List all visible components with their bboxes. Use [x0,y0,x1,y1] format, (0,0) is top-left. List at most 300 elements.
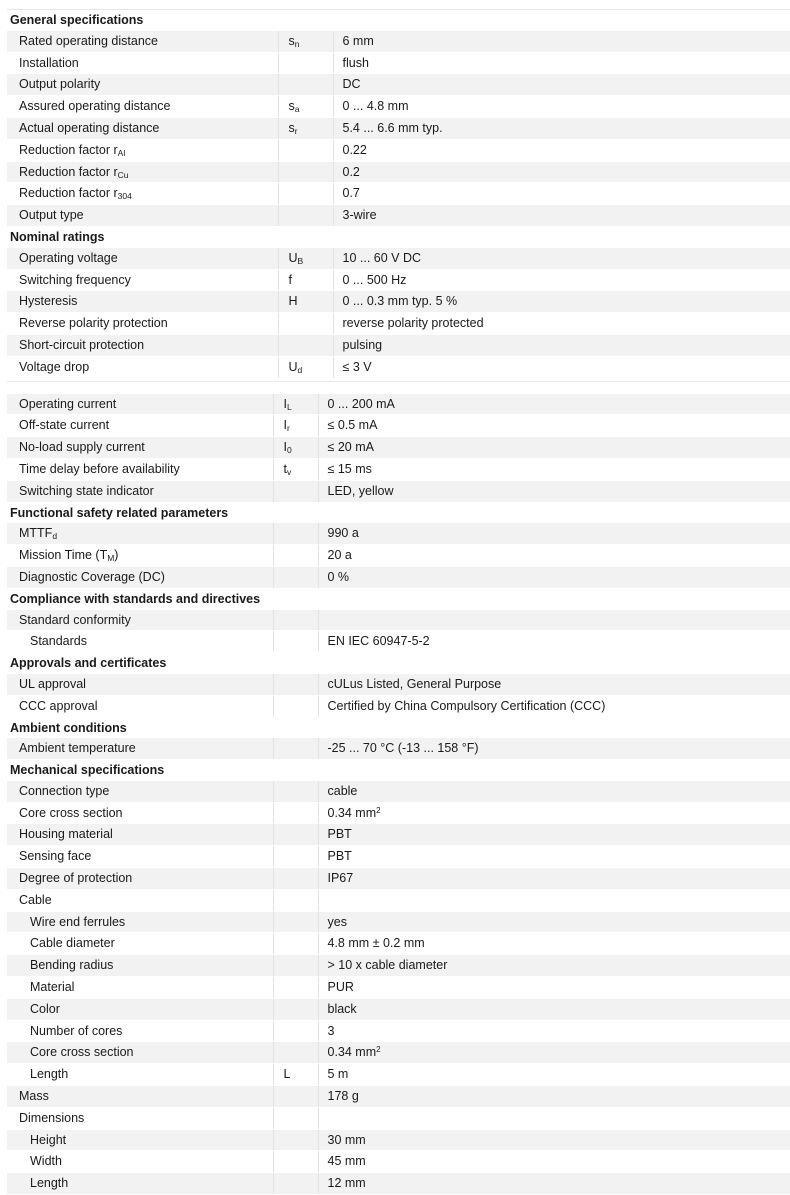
parameter-symbol [273,1129,318,1151]
parameter-name [7,889,273,911]
cell-text: 0.22 [342,142,367,157]
parameter-name [7,998,273,1020]
cell-text: PUR [327,980,354,995]
cell-text: 0.2 [342,164,360,179]
parameter-value [333,334,790,356]
parameter-value [318,998,790,1020]
cell-superscript: 2 [376,1045,381,1055]
cell-text: PBT [327,849,352,864]
parameter-symbol [273,545,318,567]
parameter-name [7,781,273,802]
spec-row-standards [7,631,790,653]
cell-text: Off-state current [19,418,110,433]
parameter-symbol [273,1042,318,1064]
parameter-name [7,523,273,544]
parameter-value [318,415,790,437]
parameter-value [318,889,790,911]
cell-text: 0 ... 500 Hz [342,272,407,287]
parameter-symbol [273,824,318,846]
cell-text: 0 ... 0.3 mm typ. 5 % [342,294,458,309]
spec-row-standard-conformity [7,610,790,631]
parameter-symbol [273,1064,318,1086]
cell-text: Voltage drop [19,359,90,374]
cell-text: H [288,294,298,309]
cell-text: Color [30,1001,60,1016]
parameter-symbol [273,1173,318,1195]
cell-subscript: n [294,38,300,49]
parameter-name [7,1086,273,1108]
cell-text: 45 mm [327,1154,366,1169]
cell-text: Core cross section [19,805,123,820]
cell-text: UL approval [19,676,86,691]
parameter-symbol [278,31,333,52]
spec-row-hysteresis [7,291,790,313]
cell-text: Installation [19,55,79,70]
cell-subscript: r [286,423,290,434]
parameter-value [318,566,790,588]
cell-text: Ambient temperature [19,741,136,756]
parameter-name [7,846,273,868]
spec-row-short-circuit-protection [7,334,790,356]
cell-text: Output type [19,208,84,223]
parameter-name [7,205,278,227]
cell-text: Bending radius [30,958,114,973]
spec-row-material [7,977,790,999]
parameter-value [318,955,790,977]
cell-text: Cable [19,892,52,907]
parameter-symbol [273,610,318,631]
parameter-name [7,1064,273,1086]
cell-text: Number of cores [30,1023,123,1038]
cell-text: L [283,1067,291,1082]
cell-text: CCC approval [19,698,98,713]
cell-text: Material [30,980,75,995]
cell-text: Mass [19,1089,49,1104]
cell-text: EN IEC 60947-5-2 [327,634,430,649]
parameter-value [318,1173,790,1195]
parameter-name [7,313,278,335]
cell-text: Operating voltage [19,250,118,265]
parameter-name [7,738,273,759]
parameter-symbol [273,415,318,437]
spec-row-diagnostic-coverage-dc [7,566,790,588]
parameter-name [7,1107,273,1129]
spec-row-mission-time-t [7,545,790,567]
spec-row-ul-approval [7,674,790,695]
spec-row-length [7,1064,790,1086]
parameter-value [333,117,790,139]
parameter-name [7,1151,273,1173]
parameter-symbol [273,868,318,890]
parameter-symbol [273,394,318,415]
spec-row-assured-operating-distance [7,96,790,118]
cell-text: ≤ 20 mA [327,440,374,455]
parameter-value [318,1151,790,1173]
parameter-value [333,31,790,52]
cell-text: ≤ 0.5 mA [327,418,378,433]
cell-text: Core cross section [30,1045,134,1060]
section-title: Nominal ratings [7,226,790,247]
cell-text: Switching frequency [19,272,131,287]
parameter-name [7,911,273,933]
parameter-symbol [278,117,333,139]
cell-text: Length [30,1176,69,1191]
spec-row-mttf [7,523,790,544]
section-header-nominal-ratings [7,226,790,247]
parameter-name [7,415,273,437]
parameter-name [7,695,273,717]
parameter-value [318,781,790,802]
cell-text: I [283,396,287,411]
cell-text: IP67 [327,871,354,886]
spec-row-cable-diameter [7,933,790,955]
spec-row-degree-of-protection [7,868,790,890]
cell-text: Switching state indicator [19,483,154,498]
parameter-name [7,955,273,977]
cell-text: Cable diameter [30,936,115,951]
cell-text: Time delay before availability [19,461,180,476]
cell-text: Diagnostic Coverage (DC) [19,569,165,584]
section-header-compliance-with-standards-and-directives [7,588,790,609]
parameter-value [318,1020,790,1042]
cell-text: Assured operating distance [19,99,171,114]
cell-text: cULus Listed, General Purpose [327,676,502,691]
parameter-name [7,31,278,52]
parameter-symbol [278,313,333,335]
spec-row-reduction-factor-r [7,161,790,183]
parameter-name [7,334,278,356]
cell-text: No-load supply current [19,440,145,455]
parameter-value [333,313,790,335]
parameter-symbol [278,139,333,161]
parameter-value [333,269,790,291]
parameter-value [333,205,790,227]
cell-text: Actual operating distance [19,120,160,135]
spec-row-voltage-drop [7,356,790,378]
parameter-symbol [273,955,318,977]
parameter-value [333,248,790,269]
cell-text: PBT [327,827,352,842]
cell-text: Length [30,1067,69,1082]
cell-superscript: 2 [376,805,381,815]
parameter-name [7,161,278,183]
parameter-name [7,824,273,846]
cell-text: f [288,272,292,287]
cell-text: Mission Time (T [19,548,108,563]
parameter-symbol [273,889,318,911]
parameter-symbol [278,269,333,291]
spec-row-switching-frequency [7,269,790,291]
section-title: General specifications [7,10,790,31]
cell-text: 0 % [327,569,350,584]
cell-text: 3 [327,1023,335,1038]
parameter-name [7,566,273,588]
datasheet [7,9,790,1195]
spec-row-operating-voltage [7,248,790,269]
parameter-symbol [273,911,318,933]
spec-row-output-type [7,205,790,227]
cell-text: > 10 x cable diameter [327,958,448,973]
cell-text: Hysteresis [19,294,78,309]
spec-row-wire-end-ferrules [7,911,790,933]
parameter-name [7,977,273,999]
parameter-symbol [278,291,333,313]
cell-text: 6 mm [342,33,374,48]
cell-text: t [283,461,287,476]
cell-text: Operating current [19,396,117,411]
cell-text: black [327,1001,357,1016]
parameter-symbol [278,96,333,118]
cell-subscript: Al [117,147,126,158]
parameter-value [318,977,790,999]
parameter-value [318,480,790,502]
cell-text: MTTF [19,526,53,541]
parameter-name [7,933,273,955]
parameter-value [318,631,790,653]
parameter-value [318,933,790,955]
parameter-name [7,1173,273,1195]
parameter-name [7,394,273,415]
parameter-value [318,802,790,824]
spec-row-reverse-polarity-protection [7,313,790,335]
parameter-value [318,1107,790,1129]
cell-subscript: d [297,364,303,375]
cell-text: Short-circuit protection [19,337,145,352]
section-header-functional-safety-related-parameters [7,502,790,523]
section-title: Approvals and certificates [7,653,790,674]
parameter-symbol [273,480,318,502]
cell-text: Degree of protection [19,871,133,886]
parameter-symbol [278,356,333,378]
parameter-value [333,74,790,96]
spec-row-ambient-temperature [7,738,790,759]
spec-row-bending-radius [7,955,790,977]
parameter-value [333,52,790,74]
parameter-name [7,1129,273,1151]
parameter-name [7,480,273,502]
cell-text: 990 a [327,526,359,541]
parameter-name [7,545,273,567]
parameter-value [333,183,790,205]
parameter-value [318,674,790,695]
section-header-ambient-conditions [7,717,790,738]
parameter-name [7,674,273,695]
cell-text: ≤ 15 ms [327,461,372,476]
cell-subscript: 304 [117,191,132,202]
cell-text: 0 ... 200 mA [327,396,395,411]
cell-subscript: Cu [117,169,129,180]
parameter-symbol [278,183,333,205]
cell-text: 4.8 mm ± 0.2 mm [327,936,425,951]
cell-text: Standards [30,634,87,649]
cell-text: 20 a [327,548,352,563]
parameter-name [7,139,278,161]
parameter-symbol [273,998,318,1020]
spec-row-cable [7,889,790,911]
parameter-value [318,610,790,631]
parameter-symbol [273,802,318,824]
parameter-value [318,437,790,459]
parameter-symbol [273,566,318,588]
cell-text: 5.4 ... 6.6 mm typ. [342,120,443,135]
cell-subscript: L [286,401,292,412]
spec-table-1 [7,9,790,379]
cell-text: Reverse polarity protection [19,316,168,331]
spec-row-off-state-current [7,415,790,437]
parameter-symbol [273,437,318,459]
parameter-name [7,96,278,118]
parameter-symbol [278,161,333,183]
parameter-name [7,868,273,890]
spec-row-length [7,1173,790,1195]
parameter-value [333,139,790,161]
parameter-value [318,738,790,759]
cell-text: I [283,440,287,455]
cell-text: 10 ... 60 V DC [342,250,422,265]
parameter-symbol [273,1151,318,1173]
parameter-symbol [278,52,333,74]
cell-text: Height [30,1132,67,1147]
parameter-value [318,911,790,933]
parameter-name [7,269,278,291]
spec-row-color [7,998,790,1020]
cell-text: DC [342,77,361,92]
cell-text: Housing material [19,827,113,842]
spec-row-output-polarity [7,74,790,96]
cell-text: flush [342,55,369,70]
parameter-value [318,458,790,480]
parameter-symbol [273,674,318,695]
spec-row-sensing-face [7,846,790,868]
section-title: Compliance with standards and directives [7,588,790,609]
parameter-name [7,437,273,459]
parameter-symbol [273,458,318,480]
parameter-value [318,545,790,567]
parameter-value [318,695,790,717]
spec-row-actual-operating-distance [7,117,790,139]
cell-text: 5 m [327,1067,349,1082]
section-title: Ambient conditions [7,717,790,738]
parameter-symbol [273,523,318,544]
parameter-symbol [273,631,318,653]
cell-subscript: 0 [286,445,292,456]
parameter-symbol [273,933,318,955]
parameter-value [318,1086,790,1108]
cell-text: Reduction factor r [19,142,118,157]
parameter-value [318,868,790,890]
parameter-name [7,802,273,824]
cell-text: 0 ... 4.8 mm [342,99,409,114]
parameter-symbol [273,738,318,759]
parameter-symbol [273,1086,318,1108]
cell-text: Sensing face [19,849,92,864]
parameter-symbol [273,695,318,717]
spec-row-rated-operating-distance [7,31,790,52]
cell-text: 178 g [327,1089,359,1104]
parameter-name [7,1042,273,1064]
parameter-value [333,291,790,313]
parameter-value [318,523,790,544]
cell-subscript: r [294,125,298,136]
parameter-symbol [278,74,333,96]
cell-text: cable [327,783,358,798]
parameter-name [7,356,278,378]
cell-text: 12 mm [327,1176,366,1191]
spec-row-time-delay-before-availability [7,458,790,480]
parameter-name [7,248,278,269]
spec-row-connection-type [7,781,790,802]
cell-text: 30 mm [327,1132,366,1147]
table-separator [7,381,790,394]
section-header-general-specifications [7,10,790,31]
cell-text: Wire end ferrules [30,914,126,929]
parameter-name [7,52,278,74]
cell-subscript: M [107,553,115,564]
parameter-value [333,161,790,183]
parameter-symbol [273,977,318,999]
cell-text: Reduction factor r [19,164,118,179]
spec-row-core-cross-section [7,1042,790,1064]
parameter-name [7,183,278,205]
cell-text: Connection type [19,783,110,798]
parameter-name [7,74,278,96]
parameter-value [318,1042,790,1064]
cell-text: -25 ... 70 °C (-13 ... 158 °F) [327,741,479,756]
cell-text: s [288,33,295,48]
parameter-symbol [278,248,333,269]
cell-text: U [288,250,298,265]
spec-row-number-of-cores [7,1020,790,1042]
section-title: Functional safety related parameters [7,502,790,523]
spec-row-width [7,1151,790,1173]
spec-row-reduction-factor-r [7,183,790,205]
parameter-symbol [273,781,318,802]
cell-text: s [288,99,295,114]
cell-text: Reduction factor r [19,186,118,201]
cell-text: Output polarity [19,77,101,92]
section-header-mechanical-specifications [7,760,790,781]
cell-text-suffix: ) [114,548,119,563]
cell-subscript: B [297,255,304,266]
spec-row-dimensions [7,1107,790,1129]
parameter-name [7,117,278,139]
parameter-name [7,610,273,631]
cell-text: 3-wire [342,208,377,223]
cell-text: s [288,120,295,135]
cell-text: Certified by China Compulsory Certification (CCC) [327,698,606,713]
parameter-name [7,458,273,480]
parameter-symbol [273,1107,318,1129]
spec-row-housing-material [7,824,790,846]
parameter-name [7,291,278,313]
parameter-value [333,96,790,118]
spec-row-reduction-factor-r [7,139,790,161]
parameter-symbol [278,205,333,227]
cell-text: yes [327,914,347,929]
spec-table-2 [7,394,790,1195]
cell-subscript: v [286,466,292,477]
parameter-value [318,1129,790,1151]
parameter-value [318,394,790,415]
parameter-value [318,1064,790,1086]
cell-text: Rated operating distance [19,33,158,48]
cell-text: 0.7 [342,186,360,201]
cell-text: LED, yellow [327,483,394,498]
parameter-value [318,824,790,846]
cell-text: Standard conformity [19,612,131,627]
cell-text: pulsing [342,337,383,352]
cell-text: 0.34 mm [327,805,377,820]
